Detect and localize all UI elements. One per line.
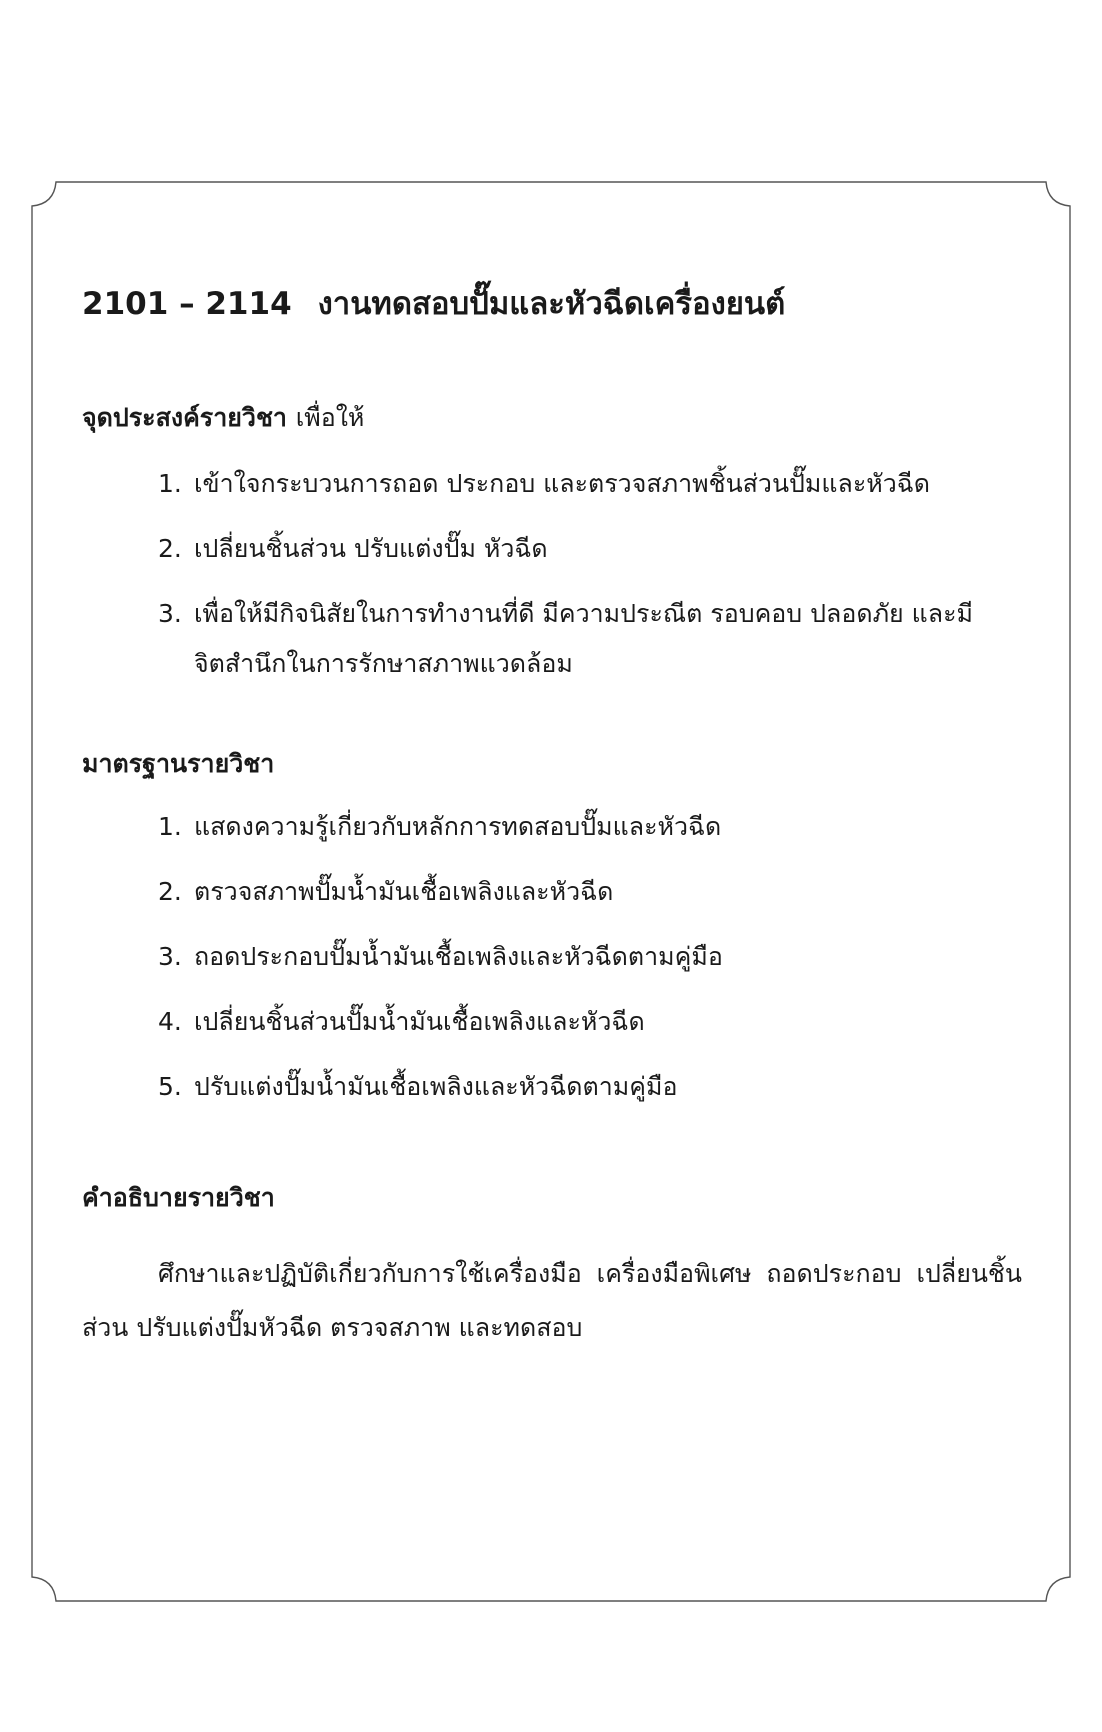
- objectives-list: [158, 459, 1020, 704]
- list-item: [158, 932, 1020, 982]
- list-item: [158, 524, 1020, 574]
- standards-list: [158, 802, 1020, 1127]
- list-item-text: เปลี่ยนชิ้นส่วน ปรับแต่งปั๊ม หัวฉีด: [194, 534, 548, 563]
- list-item-text: ถอดประกอบปั๊มน้ำมันเชื้อเพลิงและหัวฉีดตามคู่มือ: [194, 942, 723, 971]
- description-heading-label: คำอธิบายรายวิชา: [82, 1183, 275, 1212]
- list-item-number: 5.: [158, 1072, 182, 1101]
- objectives-heading: [82, 398, 364, 438]
- list-item-text: แสดงความรู้เกี่ยวกับหลักการทดสอบปั๊มและหัวฉีด: [194, 812, 722, 841]
- list-item: [158, 867, 1020, 917]
- description-text: ศึกษาและปฏิบัติเกี่ยวกับการใช้เครื่องมือ เครื่องมือพิเศษ ถอดประกอบ เปลี่ยนชิ้นส่วน ปรับแต่งปั๊มหัวฉีด ตรวจสภาพ และทดสอบ: [82, 1259, 1022, 1342]
- list-item-number: 1.: [158, 812, 182, 841]
- objectives-heading-label: จุดประสงค์รายวิชา: [82, 403, 287, 432]
- description-heading: [82, 1178, 275, 1218]
- list-item-text: เปลี่ยนชิ้นส่วนปั๊มน้ำมันเชื้อเพลิงและหัวฉีด: [194, 1007, 645, 1036]
- list-item: [158, 589, 1020, 689]
- list-item-text: ปรับแต่งปั๊มน้ำมันเชื้อเพลิงและหัวฉีดตามคู่มือ: [194, 1072, 678, 1101]
- standards-heading-label: มาตรฐานรายวิชา: [82, 749, 275, 778]
- standards-heading: [82, 744, 274, 784]
- page-title: [82, 278, 785, 328]
- list-item-number: 2.: [158, 877, 182, 906]
- list-item-number: 1.: [158, 469, 182, 498]
- list-item-text: เข้าใจกระบวนการถอด ประกอบ และตรวจสภาพชิ้นส่วนปั๊มและหัวฉีด: [194, 469, 931, 498]
- list-item-number: 3.: [158, 942, 182, 971]
- course-code: 2101 – 2114: [82, 286, 292, 322]
- list-item-text: เพื่อให้มีกิจนิสัยในการทำงานที่ดี มีความประณีต รอบคอบ ปลอดภัย และมีจิตสำนึกในการรักษาสภาพแวดล้อม: [194, 599, 973, 678]
- list-item: [158, 802, 1020, 852]
- list-item: [158, 1062, 1020, 1112]
- list-item-number: 4.: [158, 1007, 182, 1036]
- objectives-heading-suffix: เพื่อให้: [295, 403, 365, 432]
- list-item-text: ตรวจสภาพปั๊มน้ำมันเชื้อเพลิงและหัวฉีด: [194, 877, 614, 906]
- list-item-number: 2.: [158, 534, 182, 563]
- course-name: งานทดสอบปั๊มและหัวฉีดเครื่องยนต์: [317, 286, 786, 322]
- list-item: [158, 997, 1020, 1047]
- list-item: [158, 459, 1020, 509]
- list-item-number: 3.: [158, 599, 182, 628]
